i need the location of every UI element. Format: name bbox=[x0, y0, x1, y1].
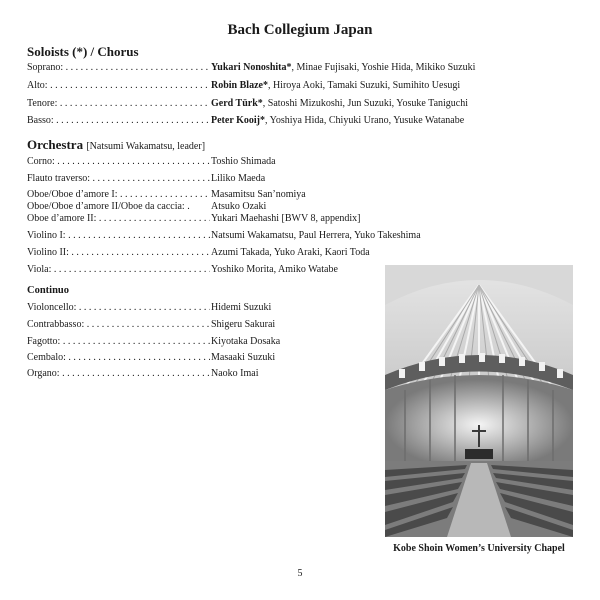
roster-label: Viola: . . . bbox=[27, 263, 210, 277]
roster-label: Corno: . . . bbox=[27, 155, 210, 169]
roster-value: Yoshiko Morita, Amiko Watabe bbox=[211, 264, 338, 275]
orchestra-leader-note: [Natsumi Wakamatsu, leader] bbox=[86, 141, 206, 152]
orchestra-heading bbox=[27, 137, 205, 153]
chorus-names: , Satoshi Mizukoshi, Jun Suzuki, Yosuke Taniguchi bbox=[262, 98, 469, 109]
roster-row-basso bbox=[27, 114, 572, 128]
roster-label: Contrabbasso: . . . bbox=[27, 318, 210, 332]
roster-label: Oboe/Oboe d’amore II/Oboe da caccia: . bbox=[27, 201, 190, 212]
roster-value: Atsuko Ozaki bbox=[211, 201, 267, 212]
orchestra-title: Orchestra bbox=[27, 137, 84, 152]
roster-value: Liliko Maeda bbox=[211, 173, 266, 184]
roster-label: Cembalo: . . . bbox=[27, 351, 210, 365]
roster-label: Soprano: . . . bbox=[27, 61, 210, 75]
roster-value: Kiyotaka Dosaka bbox=[211, 336, 281, 347]
continuo-heading: Continuo bbox=[27, 285, 70, 296]
roster-value: Masaaki Suzuki bbox=[211, 352, 276, 363]
page-title: Bach Collegium Japan bbox=[227, 22, 373, 38]
page-number: 5 bbox=[297, 568, 303, 579]
roster-label: Organo: . . . bbox=[27, 367, 210, 381]
roster-row-soprano bbox=[27, 61, 572, 75]
soloist-name: Gerd Türk* bbox=[211, 98, 263, 109]
roster-label: Violino II: . . . bbox=[27, 246, 210, 260]
soloist-name: Robin Blaze* bbox=[211, 80, 268, 91]
chorus-names: , Hiroya Aoki, Tamaki Suzuki, Sumihito Uesugi bbox=[267, 80, 461, 91]
roster-row-oboe-amore-2 bbox=[27, 212, 572, 226]
roster-label: Fagotto: . . . bbox=[27, 335, 210, 349]
roster-row-flauto bbox=[27, 172, 572, 186]
roster-label: Violoncello: . . . bbox=[27, 301, 210, 315]
roster-value: Shigeru Sakurai bbox=[211, 319, 276, 330]
roster-value: Masamitsu San’nomiya bbox=[211, 189, 306, 200]
roster-label: Violino I: . . . bbox=[27, 229, 210, 243]
roster-value: Yukari Maehashi [BWV 8, appendix] bbox=[211, 213, 361, 224]
roster-label: Tenore: . . . bbox=[27, 97, 210, 111]
roster-value: Naoko Imai bbox=[211, 368, 259, 379]
chorus-names: , Minae Fujisaki, Yoshie Hida, Mikiko Suzuki bbox=[291, 62, 476, 73]
roster-value: Azumi Takada, Yuko Araki, Kaori Toda bbox=[211, 247, 370, 258]
roster-value: Natsumi Wakamatsu, Paul Herrera, Yuko Takeshima bbox=[211, 230, 421, 241]
roster-row-alto bbox=[27, 79, 572, 93]
photo-caption: Kobe Shoin Women’s University Chapel bbox=[393, 543, 565, 554]
roster-value: Toshio Shimada bbox=[211, 156, 276, 167]
roster-row-tenore bbox=[27, 97, 572, 111]
chapel-photo bbox=[385, 265, 573, 537]
chorus-names: , Yoshiya Hida, Chiyuki Urano, Yusuke Watanabe bbox=[264, 115, 465, 126]
roster-label: Basso: . . . bbox=[27, 114, 210, 128]
soloist-name: Yukari Nonoshita* bbox=[211, 62, 292, 73]
roster-label: Alto: . . . bbox=[27, 79, 210, 93]
roster-row-violino-1 bbox=[27, 229, 572, 243]
roster-row-violino-2 bbox=[27, 246, 572, 260]
roster-label: Oboe/Oboe d’amore I: . . . bbox=[27, 188, 210, 202]
roster-row-corno bbox=[27, 155, 572, 169]
soloist-name: Peter Kooij* bbox=[211, 115, 265, 126]
soloists-heading: Soloists (*) / Chorus bbox=[27, 44, 139, 59]
roster-value: Hidemi Suzuki bbox=[211, 302, 272, 313]
roster-label: Oboe d’amore II: . . . bbox=[27, 212, 210, 226]
roster-label: Flauto traverso: . . . bbox=[27, 172, 210, 186]
